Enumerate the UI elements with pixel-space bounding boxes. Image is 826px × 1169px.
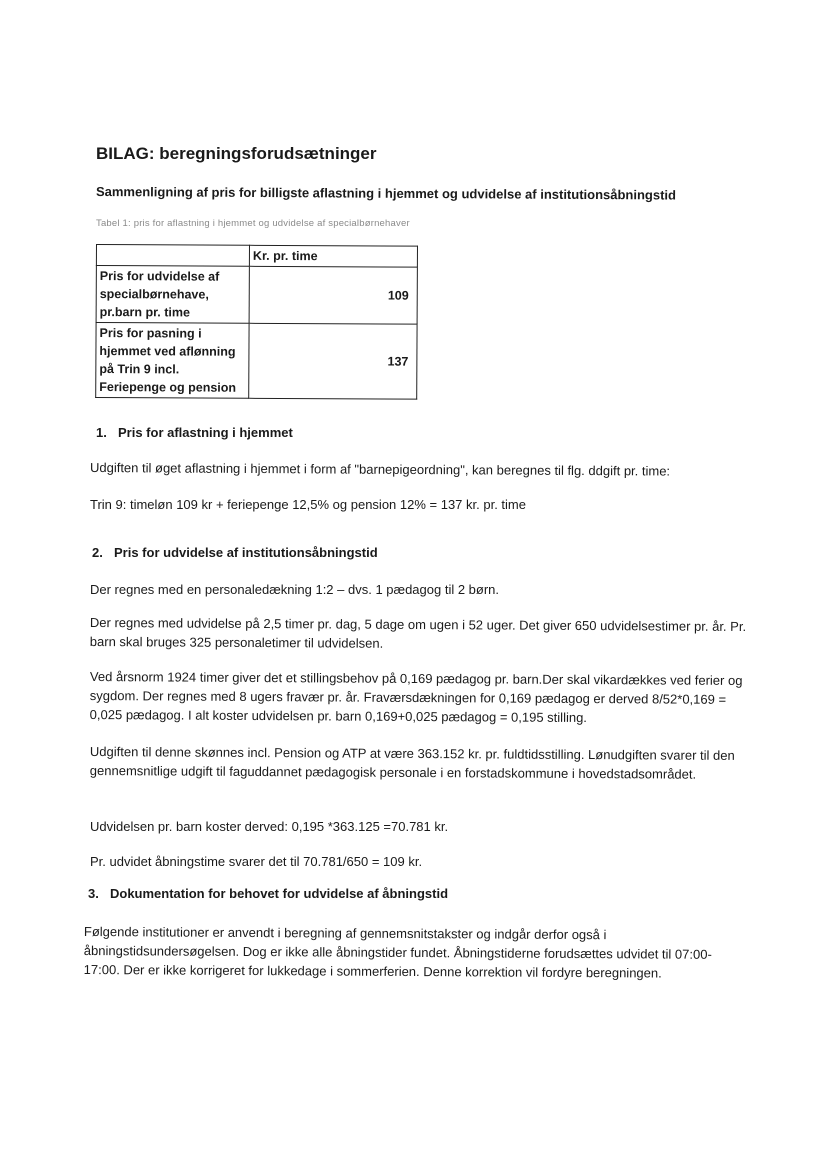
paragraph: Ved årsnorm 1924 timer giver det et stillingsbehov på 0,169 pædagog pr. barn.Der skal vikardækkes ved ferier og sygdom. Der regnes med 8 ugers fravær pr. år. Fraværsdækningen for 0,169 pædagog er derved 8/52*0,169 = 0,025 pædagog. I alt koster udvidelsen pr. barn 0,169+0,025 pædagog = 0,195 stilling. — [89, 668, 743, 726]
table-header-price: Kr. pr. time — [249, 245, 417, 267]
section-title: Dokumentation for behovet for udvidelse af åbningstid — [110, 886, 449, 901]
table-row-label: Pris for udvidelse af specialbørnehave, pr.barn pr. time — [96, 266, 249, 324]
table-row-value: 137 — [249, 323, 417, 399]
section-1-heading — [96, 425, 293, 440]
paragraph: Der regnes med udvidelse på 2,5 timer pr. dag, 5 dage om ugen i 52 uger. Det giver 650 udvidelsestimer pr. år. Pr. barn skal bruges 325 personaletimer til udvidelsen. — [89, 614, 747, 651]
table-header-row — [96, 245, 417, 268]
table-row-value: 109 — [249, 266, 417, 324]
paragraph: Pr. udvidet åbningstime svarer det til 70.781/650 = 109 kr. — [90, 854, 423, 869]
table-caption: Tabel 1: pris for aflastning i hjemmet og udvidelse af specialbørnehaver — [96, 218, 410, 229]
paragraph: Udvidelsen pr. barn koster derved: 0,195 *363.125 =70.781 kr. — [90, 819, 449, 834]
paragraph: Udgiften til øget aflastning i hjemmet i form af "barnepigeordning", kan beregnes til flg. ddgift pr. time: — [89, 460, 671, 479]
section-2-heading — [92, 545, 378, 560]
paragraph: Der regnes med en personaledækning 1:2 – dvs. 1 pædagog til 2 børn. — [90, 582, 500, 597]
section-number: 2. — [92, 545, 103, 560]
table-header-empty — [96, 245, 249, 267]
section-number: 1. — [96, 425, 107, 440]
table-row — [96, 266, 417, 325]
document-title: BILAG: beregningsforudsætninger — [96, 144, 377, 163]
table-row — [96, 323, 417, 400]
section-number: 3. — [88, 886, 99, 901]
paragraph: Følgende institutioner er anvendt i beregning af gennemsnitstakster og indgår derfor også i åbningstidsundersøgelsen. Dog er ikke alle åbningstider fundet. Åbningstiderne forudsættes udvidet til 07:00-17:00. Der er ikke korrigeret for lukkedage i sommerferien. Denne korrektion vil fordyre beregningen. — [83, 923, 712, 981]
price-table — [95, 244, 418, 400]
paragraph: Udgiften til denne skønnes incl. Pension og ATP at være 363.152 kr. pr. fuldtidsstilling. Lønudgiften svarer til den gennemsnitlige udgift til faguddannet pædagogisk personale i en forstadskommune i hovedstadsområdet. — [89, 743, 735, 782]
section-title: Pris for udvidelse af institutionsåbningstid — [114, 545, 378, 560]
section-title: Pris for aflastning i hjemmet — [118, 425, 293, 440]
table-row-label: Pris for pasning i hjemmet ved aflønning på Trin 9 incl. Feriepenge og pension — [96, 323, 249, 399]
document-subtitle: Sammenligning af pris for billigste aflastning i hjemmet og udvidelse af institutionsåbningstid — [95, 184, 677, 203]
section-3-heading — [88, 886, 448, 901]
paragraph: Trin 9: timeløn 109 kr + feriepenge 12,5% og pension 12% = 137 kr. pr. time — [90, 497, 526, 512]
